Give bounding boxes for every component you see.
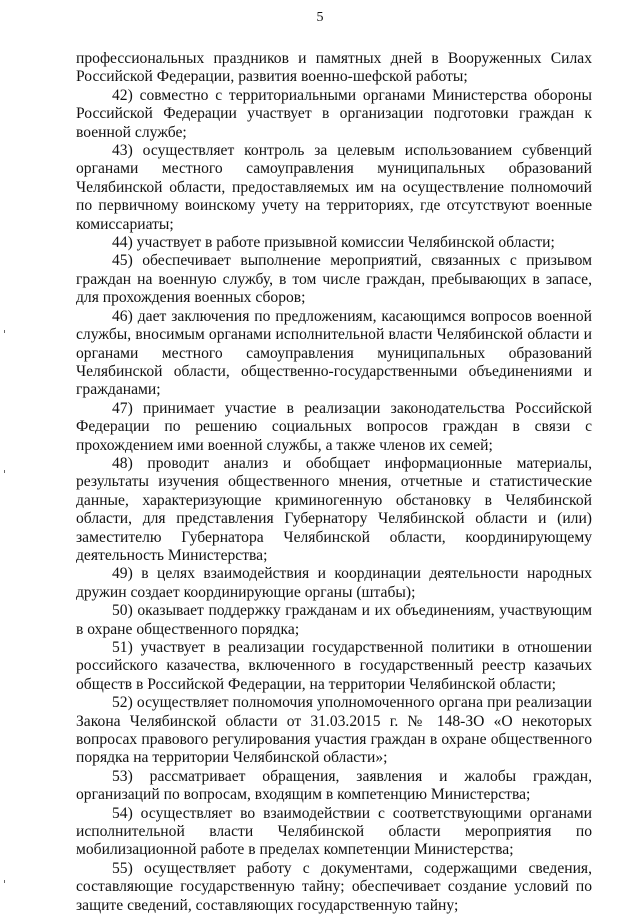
margin-scan-mark bbox=[4, 880, 5, 883]
paragraph-item-54: 54) осуществляет во взаимодействии с соответствующими органами исполнительной власти Челябинской области мероприятия по мобилизационной работе в пределах компетенции Министерства; bbox=[76, 804, 592, 859]
paragraph-item-49: 49) в целях взаимодействия и координации деятельности народных дружин создает координирующие органы (штабы); bbox=[76, 565, 592, 601]
paragraph-item-47: 47) принимает участие в реализации законодательства Российской Федерации по решению социальных вопросов граждан в связи с прохождением ими военной службы, а также членов их семей; bbox=[76, 399, 592, 454]
paragraph-continuation: профессиональных праздников и памятных дней в Вооруженных Силах Российской Федерации, развития военно-шефской работы; bbox=[76, 50, 592, 86]
margin-scan-mark bbox=[4, 330, 5, 333]
paragraph-item-42: 42) совместно с территориальными органами Министерства обороны Российской Федерации участвует в организации подготовки граждан к военной службе; bbox=[76, 86, 592, 141]
paragraph-item-52: 52) осуществляет полномочия уполномоченного органа при реализации Закона Челябинской области от 31.03.2015 г. № 148-ЗО «О некоторых вопросах правового регулирования участия граждан в охране общественного порядка на территории Челябинской области»; bbox=[76, 694, 592, 767]
document-body bbox=[76, 50, 592, 915]
paragraph-item-43: 43) осуществляет контроль за целевым использованием субвенций органами местного самоуправления муниципальных образований Челябинской области, предоставляемых им на осуществление полномочий по первичному воинскому учету на территориях, где отсутствуют военные комиссариаты; bbox=[76, 142, 592, 233]
paragraph-item-48: 48) проводит анализ и обобщает информационные материалы, результаты изучения общественного мнения, отчетные и статистические данные, характеризующие криминогенную обстановку в Челябинской области, для представления Губернатору Челябинской области и (или) заместителю Губернатора Челябинской области, координирующему деятельность Министерства; bbox=[76, 454, 592, 564]
paragraph-item-51: 51) участвует в реализации государственной политики в отношении российского казачества, включенного в государственный реестр казачьих обществ в Российской Федерации, на территории Челябинской области; bbox=[76, 639, 592, 693]
margin-scan-mark bbox=[4, 470, 5, 473]
paragraph-item-44: 44) участвует в работе призывной комиссии Челябинской области; bbox=[112, 234, 555, 252]
page-number: 5 bbox=[316, 10, 324, 25]
paragraph-item-55: 55) осуществляет работу с документами, содержащими сведения, составляющие государственную тайну; обеспечивает создание условий по защите сведений, составляющих государственную тайну; bbox=[76, 859, 592, 914]
paragraph-item-53: 53) рассматривает обращения, заявления и жалобы граждан, организаций по вопросам, входящим в компетенцию Министерства; bbox=[76, 767, 592, 804]
paragraph-item-45: 45) обеспечивает выполнение мероприятий, связанных с призывом граждан на военную службу, в том числе граждан, пребывающих в запасе, для прохождения военных сборов; bbox=[76, 252, 592, 307]
paragraph-item-50: 50) оказывает поддержку гражданам и их объединениям, участвующим в охране общественного порядка; bbox=[76, 602, 592, 638]
paragraph-item-46: 46) дает заключения по предложениям, касающимся вопросов военной службы, вносимым органами исполнительной власти Челябинской области и органами местного самоуправления муниципальных образований Челябинской области, общественно-государственными объединениями и гражданами; bbox=[76, 307, 592, 399]
